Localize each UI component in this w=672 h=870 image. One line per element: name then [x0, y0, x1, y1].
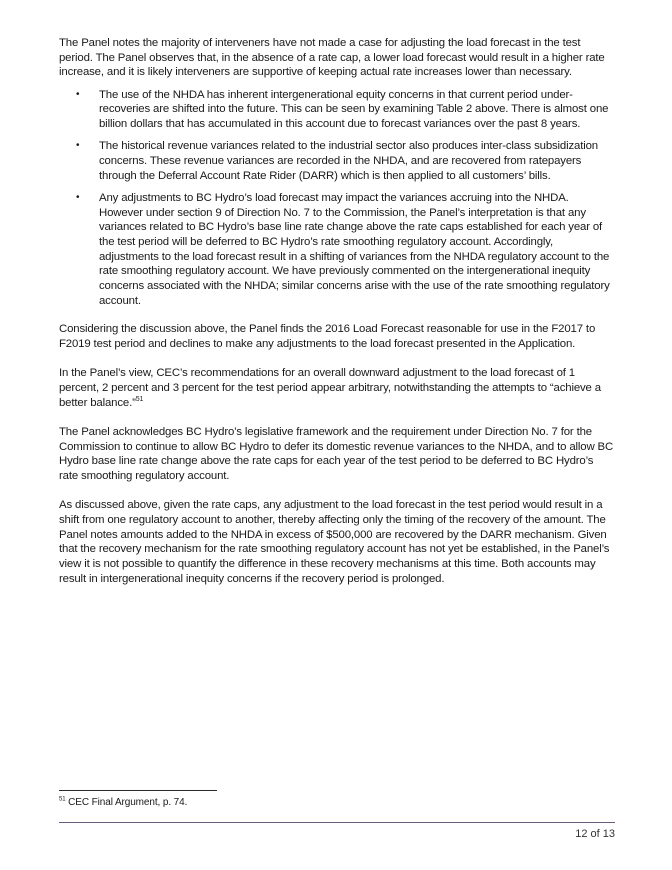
paragraph-rate-caps-discussion: As discussed above, given the rate caps, any adjustment to the load forecast in the test period would result in a shift from one regulatory account to another, thereby affecting only the timing of the recovery of the amount. The Panel notes amounts added to the NHDA in excess of $500,000 are recovered by the DARR mechanism. Given that the recovery mechanism for the rate smoothing regulatory account has not yet be established, in the Panel’s view it is not possible to quantify the difference in these recovery mechanisms at this time. Both accounts may result in intergenerational inequity concerns if the recovery period is prolonged.: [59, 499, 610, 585]
footnote: [59, 797, 187, 809]
paragraph-legislative-framework: The Panel acknowledges BC Hydro’s legislative framework and the requirement under Direction No. 7 for the Commission to continue to allow BC Hydro to defer its domestic revenue variances to the NHDA, and to allow BC Hydro base line rate change above the rate caps for each year of the test period to be deferred to BC Hydro’s rate smoothing regulatory account.: [59, 425, 614, 483]
bullet-item-industrial-variances: [59, 139, 615, 183]
bullet-text: Any adjustments to BC Hydro’s load forecast may impact the variances accruing into the NHDA. However under section 9 of Direction No. 7 to the Commission, the Panel’s interpretation is that any variances related to BC Hydro’s base line rate change above the rate caps established for each year of the test period will be deferred to BC Hydro’s rate smoothing regulatory account. Accordingly, adjustments to the load forecast result in a shifting of variances from the NHDA regulatory account to the rate smoothing regulatory account. We have previously commented on the intergenerational inequity concerns associated with the NHDA; similar concerns arise with the use of the rate smoothing regulatory account.: [99, 191, 610, 307]
bullet-item-nhda-equity: [59, 88, 615, 132]
bullet-text: The historical revenue variances related to the industrial sector also produces inter-class subsidization concerns. These revenue variances are recorded in the NHDA, and are recovered from ratepayers through the Deferral Account Rate Rider (DARR) which is then applied to all customers’ bills.: [99, 140, 598, 182]
paragraph-panel-finding: Considering the discussion above, the Panel finds the 2016 Load Forecast reasonable for use in the F2017 to F2019 test period and declines to make any adjustments to the load forecast presented in the Application.: [59, 323, 596, 351]
page-number: 12 of 13: [575, 828, 615, 840]
footnote-reference[interactable]: 51: [135, 395, 144, 403]
paragraph-cec-text: In the Panel’s view, CEC’s recommendations for an overall downward adjustment to the load forecast of 1 percent, 2 percent and 3 percent for the test period appear arbitrary, notwithstanding the attempts to “achieve a better balance.”: [59, 367, 601, 409]
body-text: [59, 36, 615, 601]
bullet-text: The use of the NHDA has inherent intergenerational equity concerns in that current period under-recoveries are shifted into the future. This can be seen by examining Table 2 above. There is almost one billion dollars that has accumulated in this account due to forecast variances over the past 8 years.: [99, 88, 609, 131]
bullet-icon: •: [76, 140, 80, 152]
bullet-item-load-forecast-adjustments: [59, 191, 615, 309]
footnote-number: 51: [59, 796, 66, 803]
footnote-separator: [59, 790, 217, 791]
bullet-icon: •: [76, 191, 80, 203]
footnote-text: CEC Final Argument, p. 74.: [65, 797, 188, 808]
paragraph-interveners: The Panel notes the majority of interveners have not made a case for adjusting the load forecast in the test period. The Panel observes that, in the absence of a rate cap, a lower load forecast would result in a higher rate increase, and it is likely interveners are supportive of keeping actual rate increases lower than necessary.: [59, 37, 605, 79]
bullet-icon: •: [76, 88, 80, 100]
footer-divider: [59, 822, 615, 823]
paragraph-cec-recommendations: [59, 366, 615, 410]
bullet-list: [59, 88, 615, 309]
